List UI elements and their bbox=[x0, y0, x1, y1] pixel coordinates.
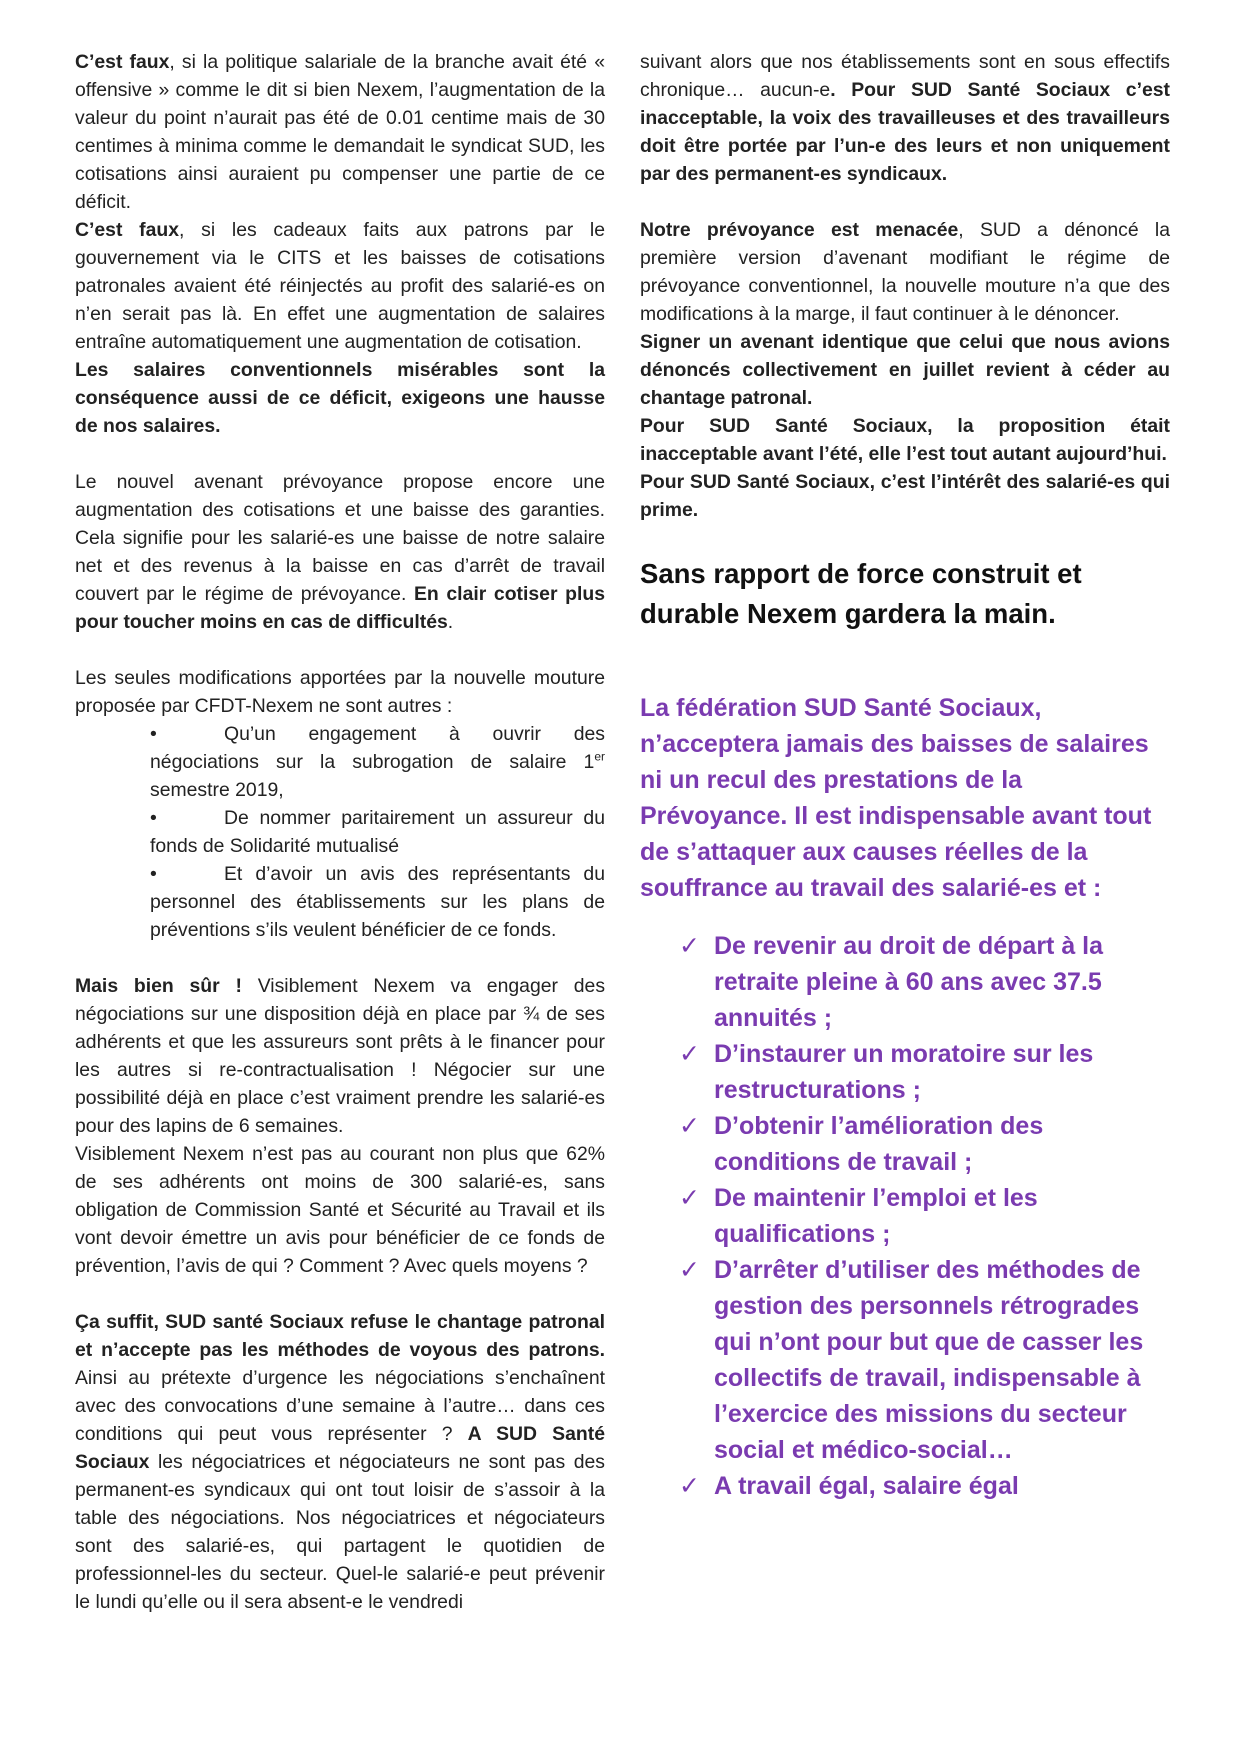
bold-text: En clair cotiser plus pour toucher moins en cas de difficultés bbox=[75, 583, 605, 633]
headline: Sans rapport de force construit et durable Nexem gardera la main. bbox=[640, 558, 1082, 629]
spacer bbox=[640, 524, 1170, 554]
list-item bbox=[150, 720, 605, 804]
paragraph-suivant bbox=[640, 48, 1170, 188]
paragraph-text: les négociatrices et négociateurs ne sont pas des permanent-es syndicaux qui ont tout loisir de s’assoir à la table des négociations. Nos négociatrices et négociateurs sont des salarié-es, qui partagent le quotidien de professionnel-les du secteur. Quel-le salarié-e peut prévenir le lundi qu’elle ou il sera absent-e le vendredi bbox=[75, 1451, 605, 1613]
demand-text: D’obtenir l’amélioration des conditions de travail ; bbox=[714, 1112, 1044, 1176]
bullet-icon: • bbox=[150, 863, 157, 885]
paragraph-text: Visiblement Nexem n’est pas au courant non plus que 62% de ses adhérents ont moins de 300 salarié-es, sans obligation de Commission Santé et Sécurité au Travail et ils vont devoir émettre un avis pour bénéficier de ce fonds de prévention, l’avis de qui ? Comment ? Avec quels moyens ? bbox=[75, 1143, 605, 1277]
list-item-text: Qu’un engagement à ouvrir des négociations sur la subrogation de salaire 1 bbox=[150, 723, 605, 773]
paragraph-cest-faux-1 bbox=[75, 48, 605, 216]
paragraph-text: Les seules modifications apportées par la nouvelle mouture proposée par CFDT-Nexem ne sont autres : bbox=[75, 667, 605, 717]
checkmark-icon: ✓ bbox=[679, 1040, 700, 1068]
spacer bbox=[640, 634, 1170, 690]
bold-lead: Ça suffit, SUD santé Sociaux refuse le chantage patronal et n’accepte pas les méthodes de voyous des patrons. bbox=[75, 1311, 605, 1361]
list-item-text: Et d’avoir un avis des représentants du personnel des établissements sur les plans de préventions s’ils veulent bénéficier de ce fonds. bbox=[150, 863, 605, 941]
right-column bbox=[640, 48, 1170, 1504]
bold-text: Pour SUD Santé Sociaux, la proposition était inacceptable avant l’été, elle l’est tout autant aujourd’hui. bbox=[640, 415, 1170, 465]
bold-text: A SUD Santé Sociaux bbox=[75, 1423, 605, 1473]
checkmark-icon: ✓ bbox=[679, 1184, 700, 1212]
spacer bbox=[75, 636, 605, 664]
paragraph-mais-bien-sur bbox=[75, 972, 605, 1140]
demand-text: A travail égal, salaire égal bbox=[714, 1472, 1019, 1500]
bold-lead: Notre prévoyance est menacée bbox=[640, 219, 959, 241]
paragraph-prevoyance-menacee bbox=[640, 216, 1170, 328]
modifications-list bbox=[75, 720, 605, 944]
spacer bbox=[75, 944, 605, 972]
paragraph-text: Ainsi au prétexte d’urgence les négociations s’enchaînent avec des convocations d’une semaine à l’autre… dans ces conditions qui peut vous représenter ? bbox=[75, 1367, 605, 1445]
checkmark-icon: ✓ bbox=[679, 1112, 700, 1140]
bold-text: Les salaires conventionnels misérables sont la conséquence aussi de ce déficit, exigeons une hausse de nos salaires. bbox=[75, 359, 605, 437]
spacer bbox=[640, 188, 1170, 216]
bold-lead: C’est faux bbox=[75, 51, 170, 73]
list-item-text: semestre 2019, bbox=[150, 779, 284, 801]
bold-lead: C’est faux bbox=[75, 219, 180, 241]
demand-text: D’arrêter d’utiliser des méthodes de gestion des personnels rétrogrades qui n’ont pour but que de casser les collectifs de travail, indispensable à l’exercice des missions du secteur social et médico-social… bbox=[714, 1256, 1144, 1464]
paragraph-text: , SUD a dénoncé la première version d’avenant modifiant le régime de prévoyance conventionnel, la nouvelle mouture n’a que des modifications à la marge, il faut continuer à le dénoncer. bbox=[640, 219, 1170, 325]
paragraph-modifications bbox=[75, 664, 605, 720]
checkmark-icon: ✓ bbox=[679, 1256, 700, 1284]
bold-text: Pour SUD Santé Sociaux, c’est l’intérêt des salarié-es qui prime. bbox=[640, 471, 1170, 521]
checkmark-icon: ✓ bbox=[679, 932, 700, 960]
demand-item bbox=[679, 1468, 1170, 1504]
paragraph-salaires bbox=[75, 356, 605, 440]
paragraph-text: , si les cadeaux faits aux patrons par le gouvernement via le CITS et les baisses de cotisations patronales avaient été réinjectés au profit des salarié-es on n’en serait pas là. En effet une augmentation de salaires entraîne automatiquement une augmentation de cotisation. bbox=[75, 219, 605, 353]
paragraph-text: Le nouvel avenant prévoyance propose encore une augmentation des cotisations et une baisse des garanties. Cela signifie pour les salarié-es une baisse de notre salaire net et des revenus à la baisse en cas d’arrêt de travail couvert par le régime de prévoyance. bbox=[75, 471, 605, 605]
spacer bbox=[640, 906, 1170, 928]
paragraph-signer bbox=[640, 328, 1170, 412]
demand-text: De maintenir l’emploi et les qualifications ; bbox=[714, 1184, 1038, 1248]
superscript: er bbox=[594, 749, 605, 764]
list-item bbox=[150, 804, 605, 860]
demand-item bbox=[679, 1036, 1170, 1108]
demands-list bbox=[640, 928, 1170, 1504]
bold-text: Signer un avenant identique que celui que nous avions dénoncés collectivement en juillet revient à céder au chantage patronal. bbox=[640, 331, 1170, 409]
demand-text: D’instaurer un moratoire sur les restructurations ; bbox=[714, 1040, 1094, 1104]
paragraph-cest-faux-2 bbox=[75, 216, 605, 356]
demand-item bbox=[679, 1180, 1170, 1252]
paragraph-interet bbox=[640, 468, 1170, 524]
paragraph-text: suivant alors que nos établissements sont en sous effectifs chronique… aucun-e bbox=[640, 51, 1170, 101]
paragraph-avenant bbox=[75, 468, 605, 636]
bullet-icon: • bbox=[150, 723, 157, 745]
spacer bbox=[75, 440, 605, 468]
paragraph-text: Visiblement Nexem va engager des négociations sur une disposition déjà en place par ¾ de ses adhérents et que les assureurs sont prêts à le financer pour les autres si re-contractualisation ! Négocier sur une possibilité déjà en place c’est vraiment prendre les salarié-es pour des lapins de 6 semaines. bbox=[75, 975, 606, 1137]
list-item-text: De nommer paritairement un assureur du fonds de Solidarité mutualisé bbox=[150, 807, 605, 857]
left-column bbox=[75, 48, 605, 1616]
bold-lead: Mais bien sûr ! bbox=[75, 975, 242, 997]
demand-item bbox=[679, 928, 1170, 1036]
demand-item bbox=[679, 1252, 1170, 1468]
paragraph-ca-suffit bbox=[75, 1308, 605, 1616]
list-item bbox=[150, 860, 605, 944]
paragraph-visiblement bbox=[75, 1140, 605, 1280]
bullet-icon: • bbox=[150, 807, 157, 829]
punctuation: . bbox=[447, 611, 454, 633]
demand-text: De revenir au droit de départ à la retraite pleine à 60 ans avec 37.5 annuités ; bbox=[714, 932, 1104, 1032]
demand-item bbox=[679, 1108, 1170, 1180]
checkmark-icon: ✓ bbox=[679, 1472, 700, 1500]
paragraph-text: , si la politique salariale de la branche avait été « offensive » comme le dit si bien Nexem, l’augmentation de la valeur du point n’aurait pas été de 0.01 centime mais de 30 centimes à minima comme le demandait le syndicat SUD, les cotisations ainsi auraient pu compenser une partie de ce déficit. bbox=[75, 51, 605, 213]
federation-statement: La fédération SUD Santé Sociaux, n’acceptera jamais des baisses de salaires ni un recul des prestations de la Prévoyance. Il est indispensable avant tout de s’attaquer aux causes réelles de la souffrance au travail des salarié-es et : bbox=[640, 694, 1152, 902]
bold-text: . Pour SUD Santé Sociaux c’est inacceptable, la voix des travailleuses et des travailleurs doit être portée par l’un-e des leurs et non uniquement par des permanent-es syndicaux. bbox=[640, 79, 1170, 185]
spacer bbox=[75, 1280, 605, 1308]
paragraph-proposition bbox=[640, 412, 1170, 468]
